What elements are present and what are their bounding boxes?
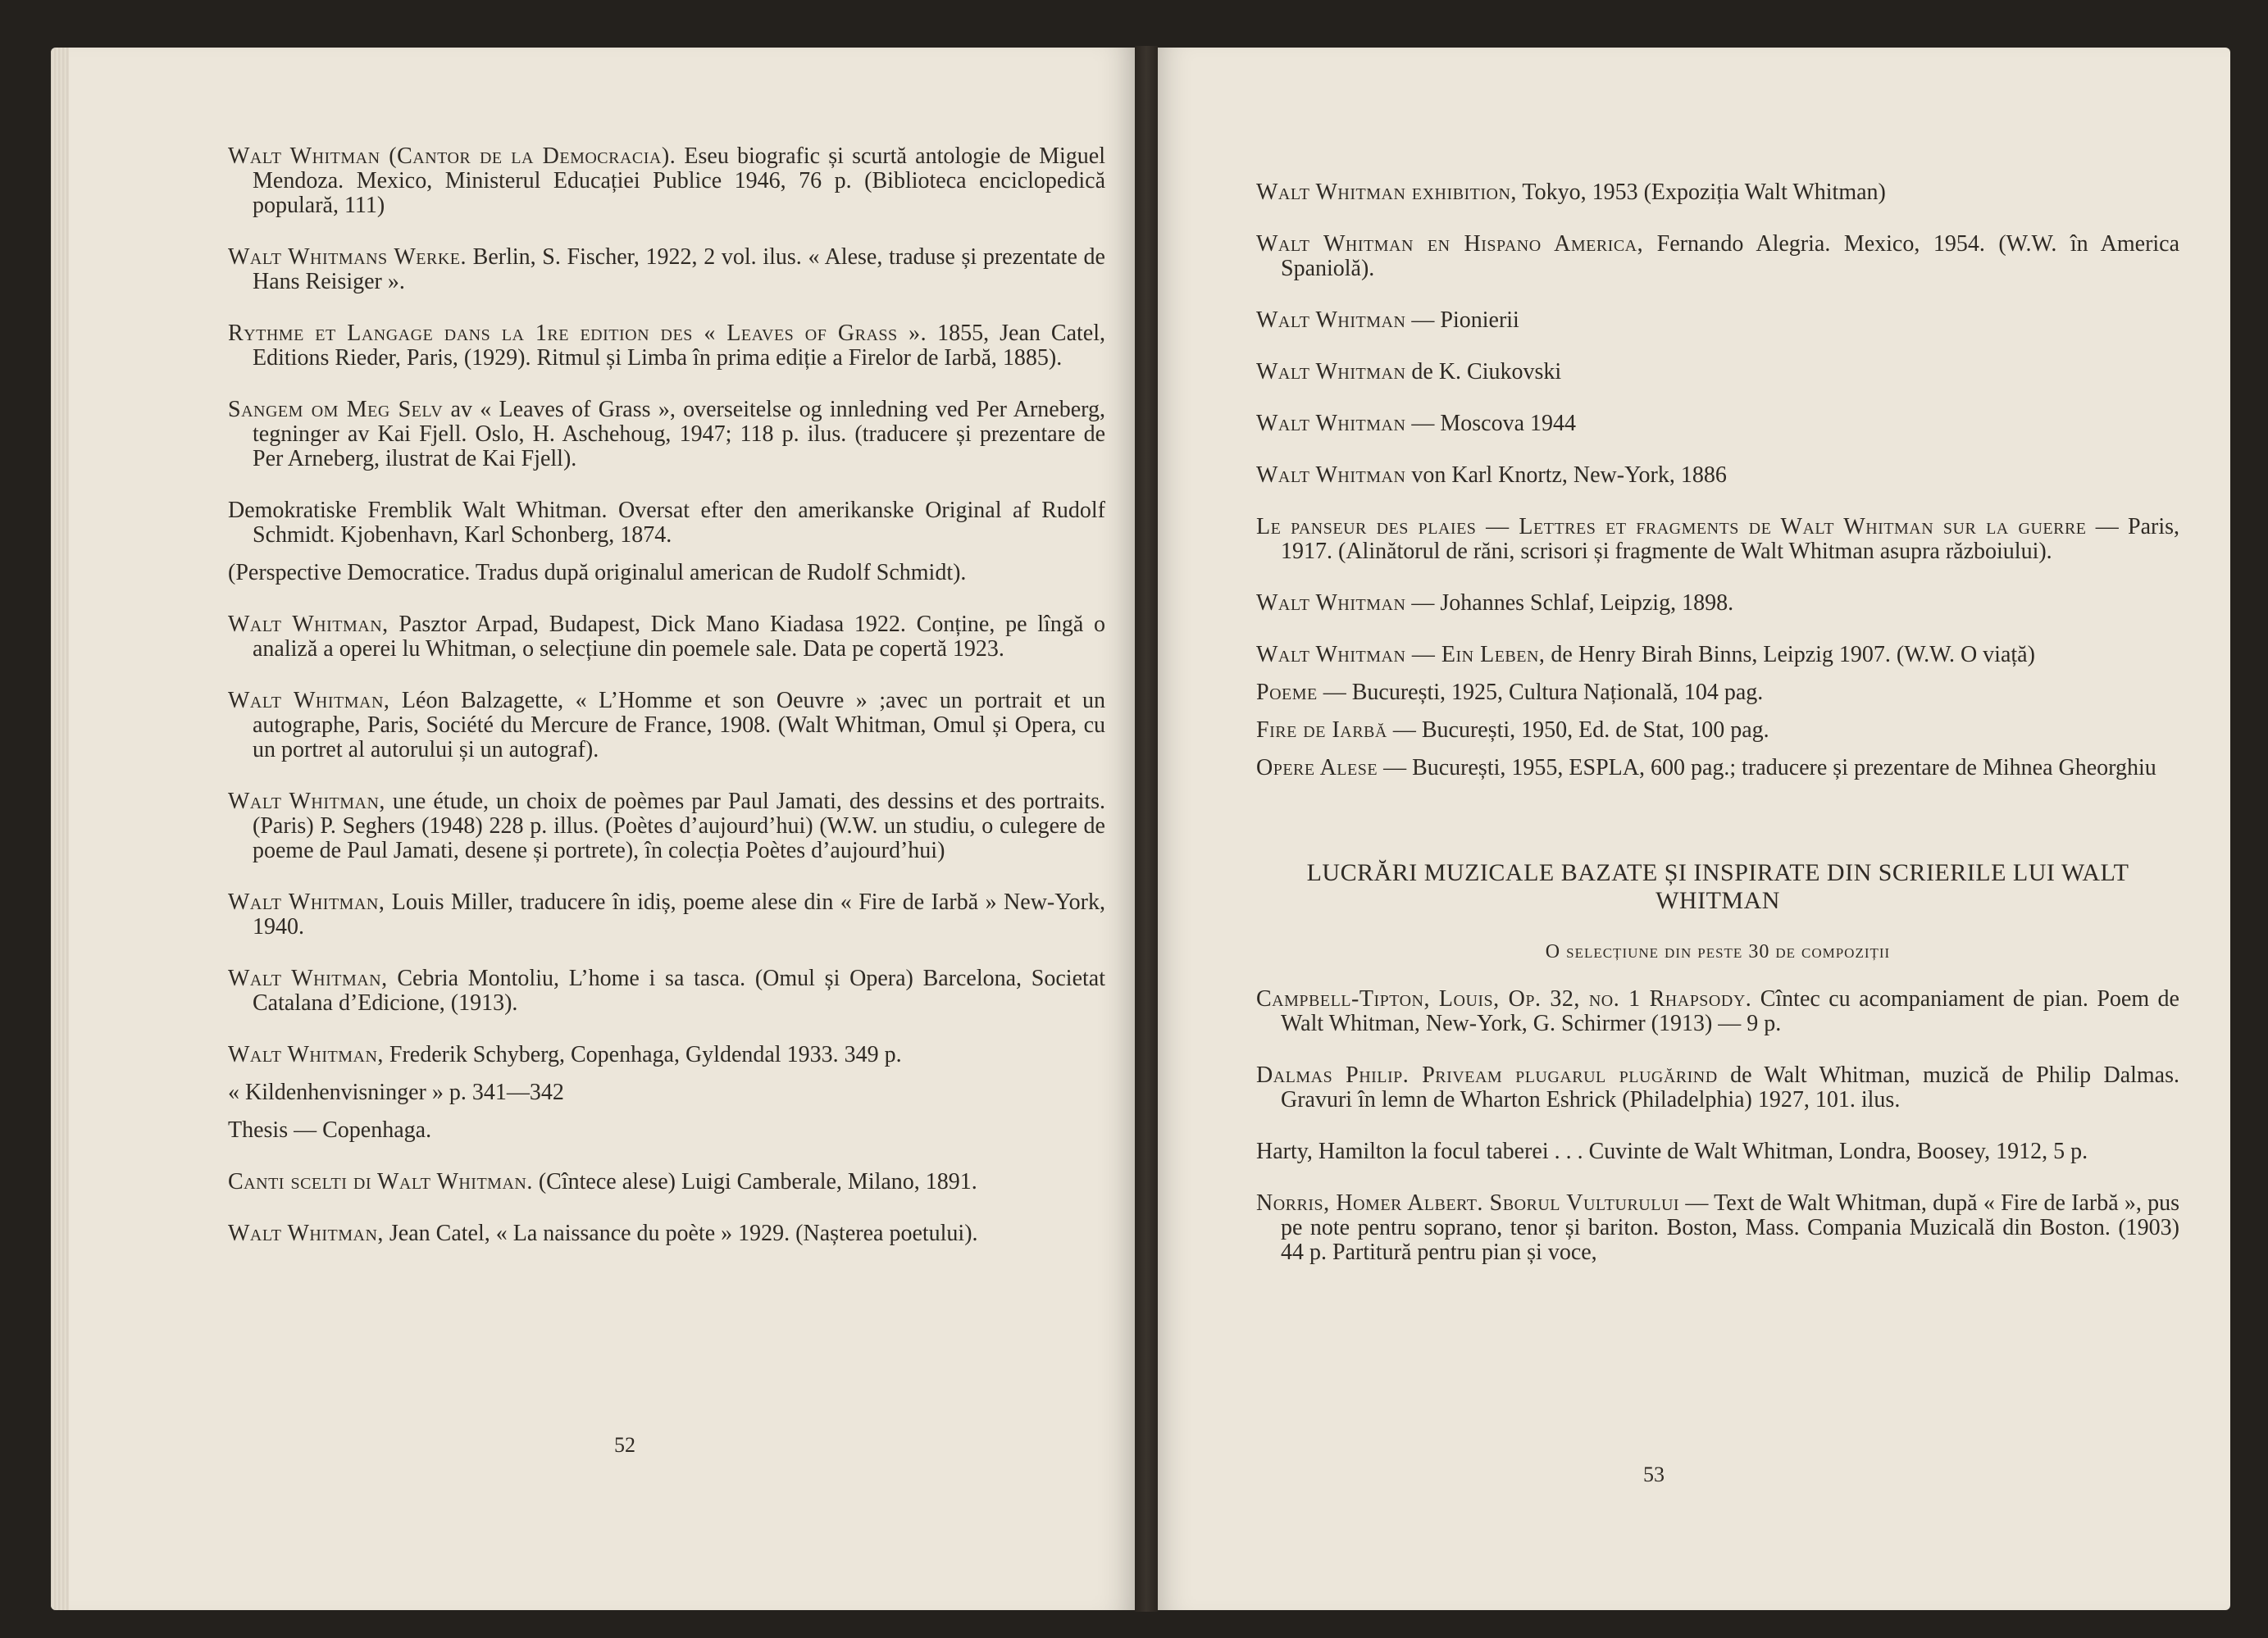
entry-text: Eseu biografic și scurtă antologie de Miguel Mendoza. Mexico, Ministerul Educației Publice 1946, 76 p. (Biblioteca enciclopedică populară, 111) — [253, 143, 1106, 218]
entry-text: (Cîntece alese) Luigi Camberale, Milano, 1891. — [538, 1169, 977, 1194]
entry-head: Opere Alese — [1256, 755, 1378, 780]
bib-entry — [228, 1222, 1105, 1246]
entry-text: de Walt Whitman, muzică de Philip Dalmas. Gravuri în lemn de Wharton Eshrick (Philadelphia) 1927, 101. ilus. — [1281, 1062, 2180, 1112]
right-page — [1158, 48, 2230, 1610]
entry-head: Walt Whitman, — [228, 1221, 384, 1246]
bib-entry — [228, 689, 1105, 762]
bib-entry — [1256, 463, 2179, 488]
entry-head: Walt Whitman, — [228, 1042, 384, 1067]
music-entry — [1256, 987, 2179, 1036]
entry-head: Sangem om Meg Selv — [228, 397, 444, 422]
entry-head: Walt Whitman, — [228, 612, 389, 637]
entry-head: Walt Whitman, — [228, 966, 388, 991]
bib-entry — [228, 1118, 1105, 1143]
bib-entry — [1256, 756, 2179, 780]
entry-text: Frederik Schyberg, Copenhaga, Gyldendal 1933. 349 p. — [389, 1042, 902, 1067]
bib-entry — [228, 245, 1105, 294]
bib-entry — [228, 890, 1105, 940]
bib-entry — [228, 321, 1105, 371]
entry-head: Walt Whitman — [1256, 462, 1406, 488]
entry-head: Walt Whitman — Ein Leben, — [1256, 642, 1546, 667]
music-entry — [1256, 1063, 2179, 1112]
entry-head: Walt Whitmans Werke. — [228, 244, 467, 270]
entry-head: Walt Whitman — [1256, 590, 1406, 616]
entry-text: Harty, Hamilton la focul taberei . . . Cuvinte de Walt Whitman, Londra, Boosey, 1912, 5 p. — [1256, 1139, 2088, 1164]
bib-entry — [228, 1081, 1105, 1105]
entry-head: Walt Whitman, — [228, 890, 385, 915]
entry-head: Walt Whitman exhibition, — [1256, 180, 1517, 205]
bib-entry — [1256, 308, 2179, 333]
entry-head: Le panseur des plaies — Lettres et fragments de Walt Whitman sur la guerre — [1256, 514, 2087, 539]
music-entry — [1256, 1140, 2179, 1164]
music-entry — [1256, 1191, 2179, 1265]
bib-entry — [1256, 591, 2179, 616]
entry-text: — Text de Walt Whitman, după « Fire de Iarbă », pus pe note pentru soprano, tenor și bariton. Boston, Mass. Compania Muzicală din Boston. (1903) 44 p. Partitură pentru pian și voce, — [1281, 1190, 2180, 1265]
bib-entry — [228, 1043, 1105, 1067]
page-number: 52 — [614, 1433, 635, 1457]
bib-entry — [1256, 515, 2179, 564]
bib-entry — [228, 967, 1105, 1016]
entry-text: Cebria Montoliu, L’home i sa tasca. (Omul și Opera) Barcelona, Societat Catalana d’Edicione, (1913). — [253, 966, 1105, 1016]
bib-entry — [228, 561, 1105, 585]
entry-text: — București, 1925, Cultura Națională, 104 pag. — [1323, 680, 1764, 705]
entry-text: Fernando Alegria. Mexico, 1954. (W.W. în America Spaniolă). — [1281, 231, 2180, 281]
page-number: 53 — [1643, 1463, 1665, 1486]
entry-text: Louis Miller, traducere în idiș, poeme alese din « Fire de Iarbă » New-York, 1940. — [253, 890, 1105, 940]
entry-head: Poeme — [1256, 680, 1318, 705]
bib-entry — [1256, 360, 2179, 384]
entry-head: Canti scelti di Walt Whitman. — [228, 1169, 533, 1194]
bib-entry — [228, 498, 1105, 548]
section-subtitle: O selecțiune din peste 30 de compoziții — [1545, 941, 1891, 962]
entry-head: Walt Whitman, — [228, 688, 390, 713]
entry-head: Fire de Iarbă — [1256, 717, 1387, 743]
entry-text: une étude, un choix de poèmes par Paul Jamati, des dessins et des portraits. (Paris) P. Seghers (1948) 228 p. illus. (Poètes d’aujourd’hui) (W.W. un studiu, o culegere de poeme de Paul Jamati, desene și portrete), în colecția Poètes d’aujourd’hui) — [253, 789, 1105, 863]
bib-entry — [228, 144, 1105, 218]
entry-text: de K. Ciukovski — [1411, 359, 1562, 384]
bib-entry — [1256, 680, 2179, 705]
right-bibliography — [1256, 180, 2179, 1292]
entry-text: — București, 1955, ESPLA, 600 pag.; traducere și prezentare de Mihnea Gheorghiu — [1383, 755, 2156, 780]
entry-head: Campbell-Tipton, Louis, Op. 32, no. 1 Rhapsody. — [1256, 986, 1752, 1012]
entry-text: Demokratiske Fremblik Walt Whitman. Oversat efter den amerikanske Original af Rudolf Schmidt. Kjobenhavn, Karl Schonberg, 1874. — [228, 498, 1105, 548]
entry-text: Tokyo, 1953 (Expoziția Walt Whitman) — [1522, 180, 1886, 205]
entry-text: — Moscova 1944 — [1411, 411, 1577, 436]
entry-text: « Kildenhenvisninger » p. 341—342 — [228, 1080, 564, 1105]
entry-text: — Pionierii — [1411, 307, 1519, 333]
entry-head: Walt Whitman — [1256, 307, 1406, 333]
bib-entry — [228, 612, 1105, 662]
entry-head: Walt Whitman (Cantor de la Democracia). — [228, 143, 676, 169]
entry-head: Dalmas Philip. Priveam plugarul plugărind — [1256, 1062, 1718, 1088]
section-title: LUCRĂRI MUZICALE BAZATE ȘI INSPIRATE DIN SCRIERILE LUI WALT WHITMAN — [1306, 859, 2129, 914]
bib-entry — [1256, 718, 2179, 743]
entry-text: Jean Catel, « La naissance du poète » 1929. (Nașterea poetului). — [389, 1221, 978, 1246]
entry-head: Rythme et Langage dans la 1re edition des « Leaves of Grass ». — [228, 321, 927, 346]
entry-text: Cîntec cu acompaniament de pian. Poem de Walt Whitman, New-York, G. Schirmer (1913) — 9 p. — [1281, 986, 2179, 1036]
bib-entry — [228, 789, 1105, 863]
entry-text: (Perspective Democratice. Tradus după originalul american de Rudolf Schmidt). — [228, 560, 967, 585]
entry-head: Walt Whitman — [1256, 411, 1406, 436]
left-page — [51, 48, 1135, 1610]
left-bibliography — [228, 144, 1105, 1273]
book-gutter — [1135, 46, 1158, 1612]
entry-head: Walt Whitman, — [228, 789, 385, 814]
entry-text: Thesis — Copenhaga. — [228, 1117, 432, 1143]
entry-text: Léon Balzagette, « L’Homme et son Oeuvre » ;avec un portrait et un autographe, Paris, Société du Mercure de France, 1908. (Walt Whitman, Omul și Opera, cu un portret al autorului și un autograf). — [253, 688, 1106, 762]
entry-text: Berlin, S. Fischer, 1922, 2 vol. ilus. « Alese, traduse și prezentate de Hans Reisiger ». — [253, 244, 1105, 294]
bib-entry — [1256, 412, 2179, 436]
entry-text: — Paris, 1917. (Alinătorul de răni, scrisori și fragmente de Walt Whitman asupra războiului). — [1281, 514, 2179, 564]
entry-text: — București, 1950, Ed. de Stat, 100 pag. — [1392, 717, 1769, 743]
entry-head: Walt Whitman en Hispano America, — [1256, 231, 1644, 257]
entry-text: von Karl Knortz, New-York, 1886 — [1411, 462, 1727, 488]
bib-entry — [228, 1170, 1105, 1194]
entry-text: 1855, Jean Catel, Editions Rieder, Paris, (1929). Ritmul și Limba în prima ediție a Firelor de Iarbă, 1885). — [253, 321, 1106, 371]
bib-entry — [1256, 232, 2179, 281]
bib-entry — [1256, 643, 2179, 667]
entry-text: — Johannes Schlaf, Leipzig, 1898. — [1411, 590, 1734, 616]
entry-text: de Henry Birah Binns, Leipzig 1907. (W.W. O viață) — [1551, 642, 2035, 667]
entry-head: Norris, Homer Albert. Sborul Vulturului — [1256, 1190, 1680, 1216]
bib-entry — [1256, 180, 2179, 205]
entry-head: Walt Whitman — [1256, 359, 1406, 384]
bib-entry — [228, 398, 1105, 471]
entry-text: Pasztor Arpad, Budapest, Dick Mano Kiadasa 1922. Conține, pe lîngă o analiză a operei lu Whitman, o selecțiune din poemele sale. Data pe copertă 1923. — [253, 612, 1106, 662]
entry-text: av « Leaves of Grass », overseitelse og innledning ved Per Arneberg, tegninger av Kai Fjell. Oslo, H. Aschehoug, 1947; 118 p. ilus. (traducere și prezentare de Per Arneberg, ilustrat de Kai Fjell). — [253, 397, 1105, 471]
